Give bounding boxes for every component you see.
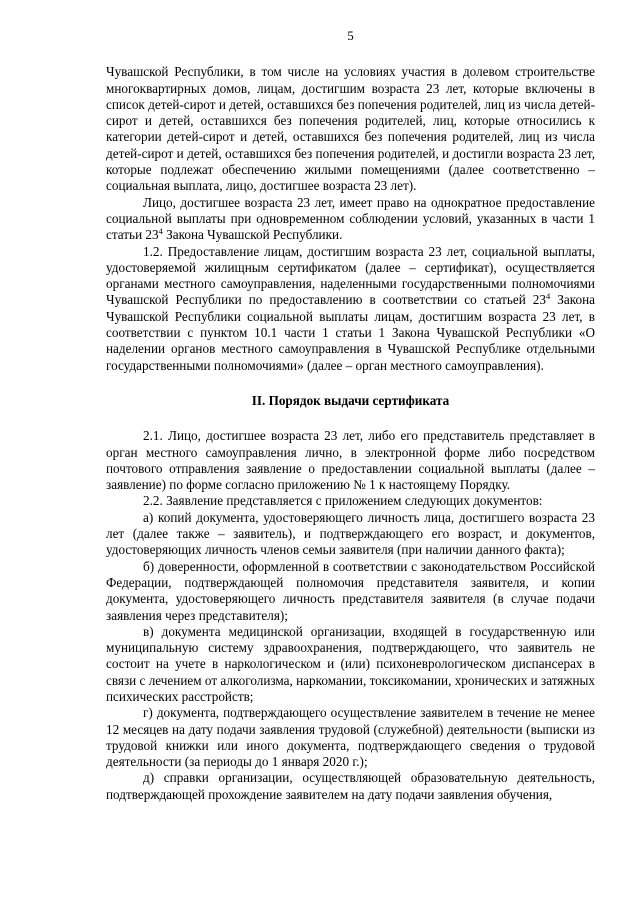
list-item-b: б) доверенности, оформленной в соответствии с законодательством Российской Федерации, подтверждающей полномочия представителя заявителя, и копии документа, удостоверяющего личность представителя заявителя (в случае подачи заявления через представителя);	[106, 558, 595, 623]
document-page	[106, 28, 595, 803]
page-number: 5	[347, 28, 354, 43]
paragraph-2-2: 2.2. Заявление представляется с приложением следующих документов:	[143, 493, 543, 509]
list-item-d: д) справки организации, осуществляющей образовательную деятельность, подтверждающей прохождение заявителем на дату подачи заявления обучения,	[106, 770, 595, 802]
paragraph-text: 1.2. Предоставление лицам, достигшим возраста 23 лет, социальной выплаты, удостоверяемой жилищным сертификатом (далее – сертификат), осуществляется органами местного самоуправления, наделенными государственными полномочиями Чувашской Республики по предоставлению в соответствии со статьей 23	[106, 243, 595, 308]
paragraph-intro-continuation: Чувашской Республики, в том числе на условиях участия в долевом строительстве многоквартирных домов, лицам, достигшим возраста 23 лет, которые включены в список детей-сирот и детей, оставшихся без попечения родителей, лиц из числа детей-сирот и детей, оставшихся без попечения родителей, лиц, которые относились к категории детей-сирот и детей, оставшихся без попечения родителей, лиц из числа детей-сирот и детей, оставшихся без попечения родителей, и достигли возраста 23 лет, которые подлежат обеспечению жилыми помещениями (далее соответственно – социальная выплата, лицо, достигшее возраста 23 лет).	[106, 64, 595, 194]
paragraph-text: Лицо, достигшее возраста 23 лет, имеет право на однократное предоставление социальной выплаты при одновременном соблюдении условий, указанных в части 1 статьи 23	[106, 194, 595, 243]
paragraph-right-to-payment	[106, 195, 595, 244]
list-item-a: а) копий документа, удостоверяющего личность лица, достигшего возраста 23 лет (далее также – заявитель), и подтверждающего его возраст, и документов, удостоверяющих личность членов семьи заявителя (при наличии данного факта);	[106, 509, 595, 558]
paragraph-2-1: 2.1. Лицо, достигшее возраста 23 лет, либо его представитель представляет в орган местного самоуправления лично, в электронной форме либо посредством почтового отправления заявление о предоставлении социальной выплаты (далее – заявление) по форме согласно приложению № 1 к настоящему Порядку.	[106, 428, 595, 493]
section-heading: II. Порядок выдачи сертификата	[251, 392, 450, 408]
paragraph-text: Закона Чувашской Республики.	[162, 227, 343, 243]
superscript: 4	[158, 226, 163, 237]
list-item-g: г) документа, подтверждающего осуществление заявителем в течение не менее 12 месяцев на дату подачи заявления трудовой (служебной) деятельности (выписки из трудовой книжки или иного документа, подтверждающего сведения о трудовой деятельности (за периоды до 1 января 2020 г.);	[106, 705, 595, 770]
paragraph-text: Закона Чувашской Республики социальной выплаты лицам, достигшим возраста 23 лет, в соответствии с пунктом 10.1 части 1 статьи 1 Закона Чувашской Республики «О наделении органов местного самоуправления в Чувашской Республике отдельными государственными полномочиями» (далее – орган местного самоуправления).	[106, 292, 595, 373]
list-item-v: в) документа медицинской организации, входящей в государственную или муниципальную систему здравоохранения, подтверждающего, что заявитель не состоит на учете в наркологическом и (или) психоневрологическом диспансерах в связи с лечением от алкоголизма, наркомании, токсикомании, хронических и затяжных психических расстройств;	[106, 623, 595, 704]
superscript: 4	[546, 291, 551, 302]
paragraph-1-2	[106, 244, 595, 374]
